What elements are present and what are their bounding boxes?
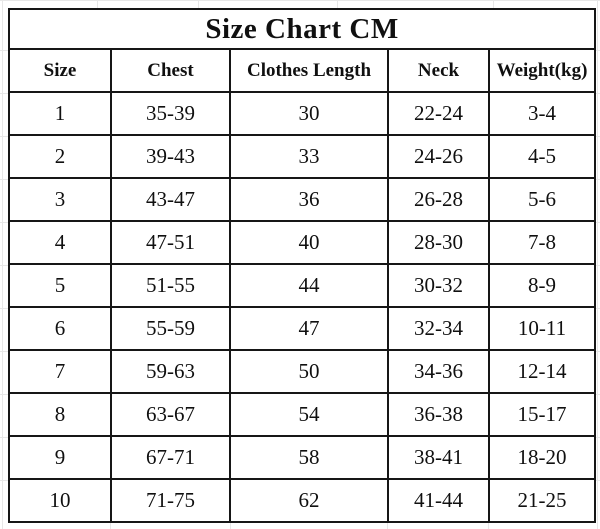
grid-line xyxy=(0,0,600,1)
value-cell: 71-75 xyxy=(111,479,230,522)
table-row xyxy=(9,479,595,522)
value-cell: 43-47 xyxy=(111,178,230,221)
size-cell: 1 xyxy=(9,92,111,135)
column-header-clothes-length: Clothes Length xyxy=(230,49,388,92)
size-cell: 7 xyxy=(9,350,111,393)
value-cell: 34-36 xyxy=(388,350,489,393)
value-cell: 10-11 xyxy=(489,307,595,350)
size-cell: 8 xyxy=(9,393,111,436)
size-cell: 3 xyxy=(9,178,111,221)
value-cell: 33 xyxy=(230,135,388,178)
table-row xyxy=(9,350,595,393)
size-cell: 4 xyxy=(9,221,111,264)
value-cell: 40 xyxy=(230,221,388,264)
value-cell: 4-5 xyxy=(489,135,595,178)
size-cell: 9 xyxy=(9,436,111,479)
value-cell: 30 xyxy=(230,92,388,135)
value-cell: 55-59 xyxy=(111,307,230,350)
column-header-size: Size xyxy=(9,49,111,92)
table-row xyxy=(9,135,595,178)
value-cell: 15-17 xyxy=(489,393,595,436)
value-cell: 22-24 xyxy=(388,92,489,135)
column-header-neck: Neck xyxy=(388,49,489,92)
table-title: Size Chart CM xyxy=(9,9,595,49)
value-cell: 67-71 xyxy=(111,436,230,479)
value-cell: 21-25 xyxy=(489,479,595,522)
value-cell: 47 xyxy=(230,307,388,350)
column-header-weight-kg-: Weight(kg) xyxy=(489,49,595,92)
size-cell: 6 xyxy=(9,307,111,350)
value-cell: 8-9 xyxy=(489,264,595,307)
value-cell: 36 xyxy=(230,178,388,221)
value-cell: 59-63 xyxy=(111,350,230,393)
size-cell: 5 xyxy=(9,264,111,307)
value-cell: 63-67 xyxy=(111,393,230,436)
column-header-chest: Chest xyxy=(111,49,230,92)
value-cell: 26-28 xyxy=(388,178,489,221)
value-cell: 30-32 xyxy=(388,264,489,307)
value-cell: 3-4 xyxy=(489,92,595,135)
value-cell: 51-55 xyxy=(111,264,230,307)
value-cell: 24-26 xyxy=(388,135,489,178)
value-cell: 39-43 xyxy=(111,135,230,178)
size-chart-table xyxy=(8,8,596,523)
header-row xyxy=(9,49,595,92)
value-cell: 44 xyxy=(230,264,388,307)
value-cell: 47-51 xyxy=(111,221,230,264)
table-row xyxy=(9,178,595,221)
size-cell: 10 xyxy=(9,479,111,522)
table-row xyxy=(9,221,595,264)
value-cell: 28-30 xyxy=(388,221,489,264)
value-cell: 36-38 xyxy=(388,393,489,436)
value-cell: 38-41 xyxy=(388,436,489,479)
table-row xyxy=(9,264,595,307)
value-cell: 7-8 xyxy=(489,221,595,264)
value-cell: 54 xyxy=(230,393,388,436)
title-row xyxy=(9,9,595,49)
value-cell: 18-20 xyxy=(489,436,595,479)
table-row xyxy=(9,92,595,135)
value-cell: 41-44 xyxy=(388,479,489,522)
table-row xyxy=(9,307,595,350)
table-row xyxy=(9,393,595,436)
value-cell: 5-6 xyxy=(489,178,595,221)
value-cell: 32-34 xyxy=(388,307,489,350)
value-cell: 12-14 xyxy=(489,350,595,393)
value-cell: 62 xyxy=(230,479,388,522)
size-cell: 2 xyxy=(9,135,111,178)
value-cell: 50 xyxy=(230,350,388,393)
value-cell: 58 xyxy=(230,436,388,479)
table-row xyxy=(9,436,595,479)
value-cell: 35-39 xyxy=(111,92,230,135)
